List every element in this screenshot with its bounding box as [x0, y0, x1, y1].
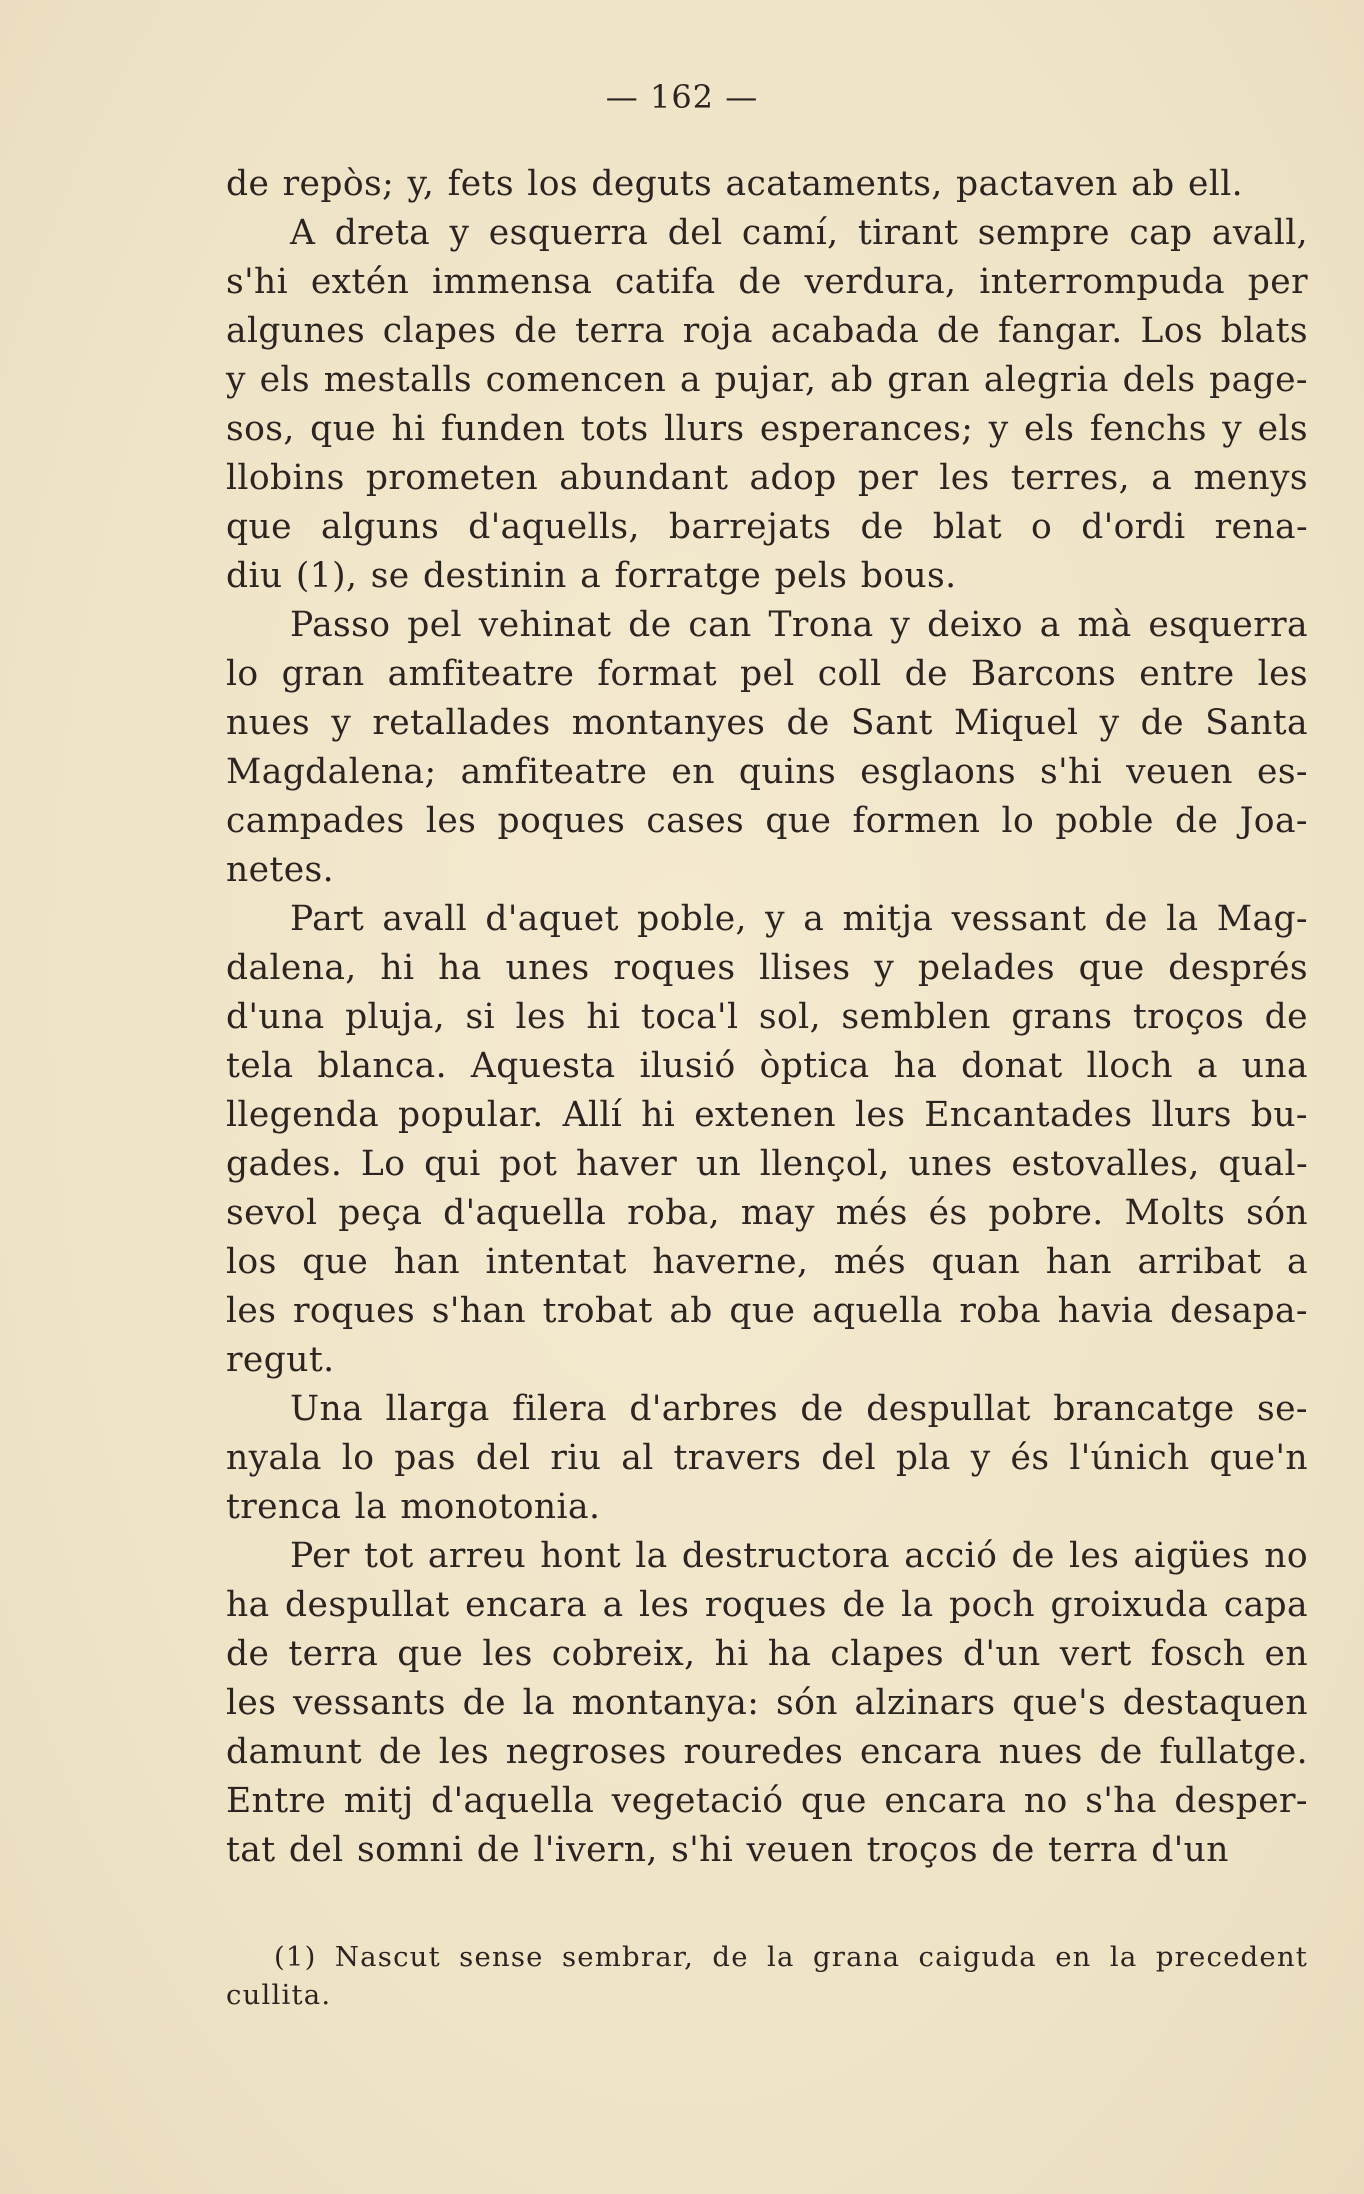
text-line: que alguns d'aquells, barrejats de blat o d'ordi rena- — [226, 507, 1308, 547]
text-line: de terra que les cobreix, hi ha clapes d'un vert fosch en — [226, 1634, 1308, 1674]
paragraph — [226, 895, 1308, 1385]
text-line: llobins prometen abundant adop per les terres, a menys — [226, 458, 1308, 498]
text-line: regut. — [226, 1340, 335, 1380]
footnote-line: cullita. — [226, 1979, 332, 2011]
text-line: Per tot arreu hont la destructora acció de les aigües no — [290, 1536, 1308, 1576]
text-line: gades. Lo qui pot haver un llençol, unes estovalles, qual- — [226, 1144, 1308, 1184]
text-line: les roques s'han trobat ab que aquella roba havia desapa- — [226, 1291, 1308, 1331]
text-line: sos, que hi funden tots llurs esperances; y els fenchs y els — [226, 409, 1308, 449]
paragraph — [226, 601, 1308, 895]
text-line: trenca la monotonia. — [226, 1487, 601, 1527]
text-line: diu (1), se destinin a forratge pels bous. — [226, 556, 957, 596]
text-line: ha despullat encara a les roques de la poch groixuda capa — [226, 1585, 1308, 1625]
text-line: algunes clapes de terra roja acabada de fangar. Los blats — [226, 311, 1308, 351]
text-line: de repòs; y, fets los deguts acataments, pactaven ab ell. — [226, 164, 1244, 204]
page-number: — 162 — — [605, 78, 759, 116]
text-line: Passo pel vehinat de can Trona y deixo a mà esquerra — [290, 605, 1308, 645]
footnote — [226, 1938, 1308, 2014]
text-line: nyala lo pas del riu al travers del pla y és l'únich que'n — [226, 1438, 1308, 1478]
text-line: Magdalena; amfiteatre en quins esglaons s'hi veuen es- — [226, 752, 1308, 792]
text-line: lo gran amfiteatre format pel coll de Barcons entre les — [226, 654, 1308, 694]
body-text — [226, 160, 1308, 1875]
footnote-line: (1) Nascut sense sembrar, de la grana caiguda en la precedent — [274, 1941, 1308, 1973]
text-line: s'hi extén immensa catifa de verdura, interrompuda per — [226, 262, 1308, 302]
text-line: dalena, hi ha unes roques llises y pelades que després — [226, 948, 1308, 988]
paragraph — [226, 1532, 1308, 1875]
text-line: campades les poques cases que formen lo poble de Joa- — [226, 801, 1308, 841]
text-line: tat del somni de l'ivern, s'hi veuen troços de terra d'un — [226, 1830, 1229, 1870]
paragraph — [226, 160, 1308, 209]
text-line: sevol peça d'aquella roba, may més és pobre. Molts són — [226, 1193, 1308, 1233]
text-line: Part avall d'aquet poble, y a mitja vessant de la Mag- — [290, 899, 1308, 939]
text-line: Una llarga filera d'arbres de despullat brancatge se- — [290, 1389, 1308, 1429]
text-line: netes. — [226, 850, 334, 890]
text-line: llegenda popular. Allí hi extenen les Encantades llurs bu- — [226, 1095, 1308, 1135]
text-line: d'una pluja, si les hi toca'l sol, semblen grans troços de — [226, 997, 1308, 1037]
paragraph — [226, 209, 1308, 601]
text-line: y els mestalls comencen a pujar, ab gran alegria dels page- — [226, 360, 1308, 400]
text-line: tela blanca. Aquesta ilusió òptica ha donat lloch a una — [226, 1046, 1308, 1086]
paragraph — [226, 1385, 1308, 1532]
text-line: damunt de les negroses rouredes encara nues de fullatge. — [226, 1732, 1308, 1772]
text-line: nues y retallades montanyes de Sant Miquel y de Santa — [226, 703, 1308, 743]
text-line: les vessants de la montanya: són alzinars que's destaquen — [226, 1683, 1308, 1723]
text-line: los que han intentat haverne, més quan han arribat a — [226, 1242, 1308, 1282]
text-line: Entre mitj d'aquella vegetació que encara no s'ha desper- — [226, 1781, 1308, 1821]
text-line: A dreta y esquerra del camí, tirant sempre cap avall, — [290, 213, 1308, 253]
